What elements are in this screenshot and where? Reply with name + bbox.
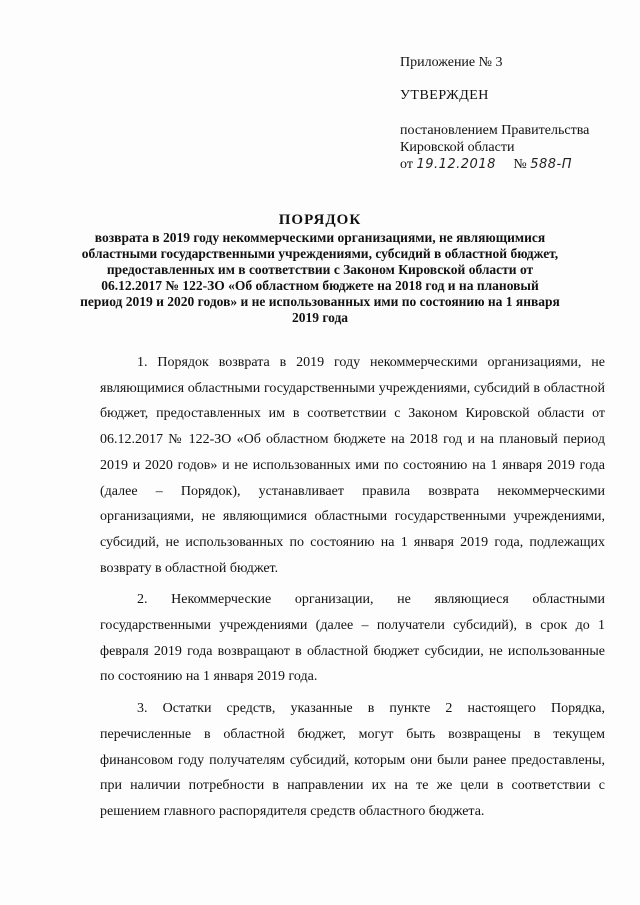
appendix-label: Приложение № 3 — [400, 55, 503, 70]
resolution-date-line — [400, 156, 630, 173]
paragraph-2: 2. Некоммерческие организации, не являющиеся областными государственными учреждениями (далее – получатели субсидий), в срок до 1 февраля 2019 года возвращают в областной бюджет субсидии, не использованные по состоянию на 1 января 2019 года. — [100, 592, 605, 685]
handwritten-number: 588-П — [530, 157, 573, 172]
approval-header — [400, 54, 630, 173]
handwritten-date: 19.12.2018 — [416, 157, 496, 172]
resolution-line-2: Кировской области — [400, 140, 515, 155]
title-main: ПОРЯДОК — [278, 212, 362, 228]
resolution-line-1: постановлением Правительства — [400, 123, 590, 138]
document-body — [100, 350, 605, 831]
document-title — [80, 212, 560, 326]
paragraph-1: 1. Порядок возврата в 2019 году некоммерческими организациями, не являющимися областными государственными учреждениями, субсидий в областной бюджет, предоставленных им в соответствии с Законом Кировской области от 06.12.2017 № 122-ЗО «Об областном бюджете на 2018 год и на плановый период 2019 и 2020 годов» и не использованных ими по состоянию на 1 января 2019 года (далее – Порядок), устанавливает правила возврата некоммерческими организациями, не являющимися областными государственными учреждениями, субсидий, не использованных по состоянию на 1 января 2019 года, подлежащих возврату в областной бюджет. — [100, 355, 605, 576]
date-prefix: от — [400, 157, 413, 172]
approved-label: УТВЕРЖДЕН — [400, 88, 489, 103]
paragraph-3: 3. Остатки средств, указанные в пункте 2 настоящего Порядка, перечисленные в областной бюджет, могут быть возвращены в текущем финансовом году получателям субсидий, которым они были ранее предоставлены, при наличии потребности в направлении их на те же цели в соответствии с решением главного распорядителя средств областного бюджета. — [100, 701, 605, 819]
title-subtitle: возврата в 2019 году некоммерческими организациями, не являющимися областными государственными учреждениями, субсидий в областной бюджет, предоставленных им в соответствии с Законом Кировской области от 06.12.2017 № 122-ЗО «Об областном бюджете на 2018 год и на плановый период 2019 и 2020 годов» и не использованных ими по состоянию на 1 января 2019 года — [80, 230, 560, 325]
number-prefix: № — [513, 157, 527, 172]
